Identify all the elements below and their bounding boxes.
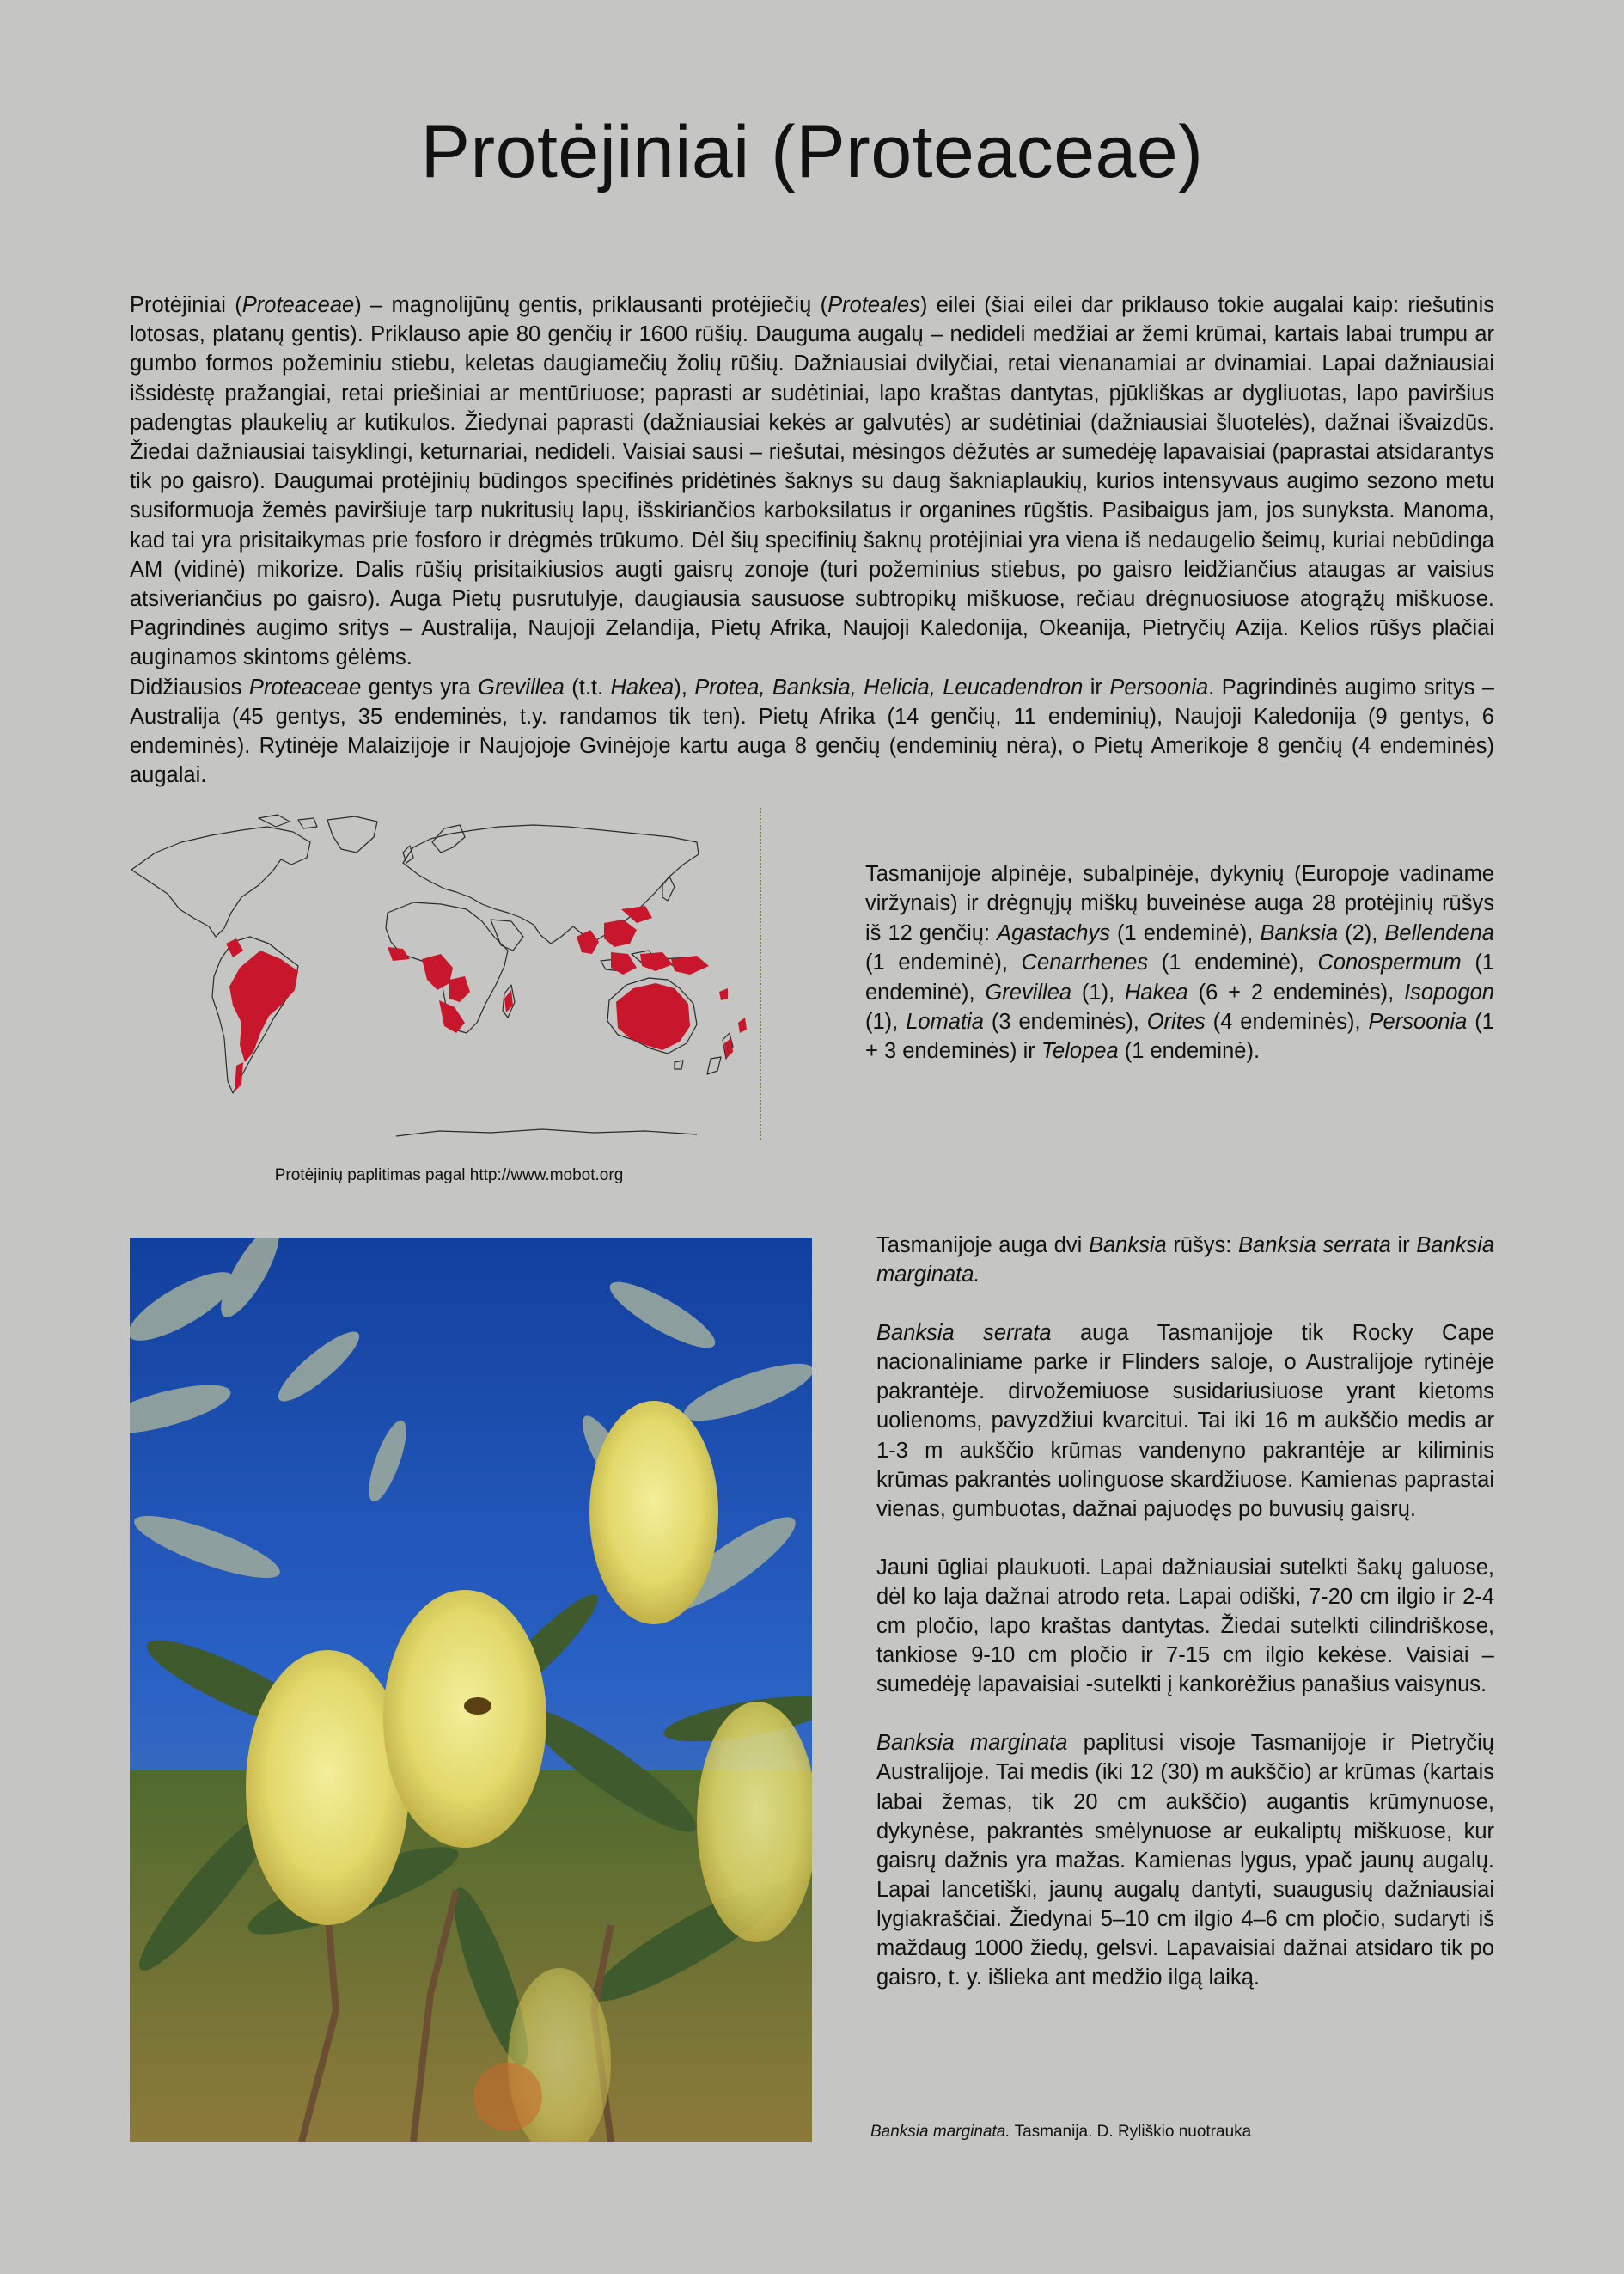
text-run: Tasmanijoje alpinėje, subalpinėje, dykynių (Europoje vadiname viržynais) ir drėgnųjų miškų buveinėse auga 28 protėjinių rūšys iš 12 genčių:	[865, 862, 1494, 945]
text-run: ir	[1083, 675, 1110, 700]
italic-term: Hakea	[1125, 980, 1188, 1005]
text-run: ) eilei (šiai eilei dar priklauso tokie augalai kaip: riešutinis lotosas, platanų gentis). Priklauso apie 80 genčių ir 1600 rūšių. Dauguma augalų – nedideli medžiai ar žemi krūmai, kartais labai trumpu ar gumbo formos požeminiu stiebu, keletas daugiamečių žolių rūšių. Dažniausiai dvilyčiai, retai vienanamiai ar dvinamiai. Lapai dažniausiai išsidėstę pražangiai, retai priešiniai ar mentūriuose; paprasti ar sudėtiniai, lapo kraštas dantytas, pjūkliškas ar dygliuotas, lapo paviršius padengtas plaukelių ar kutikulos. Žiedynai paprasti (dažniausiai kekės ar galvutės) ar sudėtiniai (dažniausiai šluotelės), dažnai išvaizdūs. Žiedai dažniausiai taisyklingi, keturnariai, nedideli. Vaisiai sausi – riešutai, mėsingos dėžutės ar sumedėję lapavaisiai (paprastai atsidarantys tik po gaisro). Daugumai protėjinių būdingos specifinės pridėtinės šaknys su daug šakniaplaukių, kurios intensyvaus augimo sezono metu susiformuoja žemės paviršiuje tarp nukritusių lapų, išskiriančios karboksilatus ir organines rūgštis. Pasibaigus jam, jos sunyksta. Manoma, kad tai yra prisitaikymas prie fosforo ir drėgmės trūkumo. Dėl šių specifinių šaknų protėjiniai yra viena iš nedaugelio šeimų, kuriai nebūdinga AM (vidinė) mikorize. Dalis rūšių prisitaikiusios augti gaisrų zonoje (turi požeminius stiebus, po gaisro leidžiančius ataugas ar vaisius atsiveriančius po gaisro). Auga Pietų pusrutulyje, daugiausia sausuose subtropikų miškuose, rečiau drėgnuosiuose atogrąžų miškuose. Pagrindinės augimo sritys – Australija, Naujoji Zelandija, Pietų Afrika, Naujoji Kaledonija, Okeanija, Pietryčių Azija. Kelios rūšys plačiai auginamos skintoms gėlėms.	[130, 293, 1495, 670]
text-run: (1),	[1071, 980, 1126, 1005]
banksia-paragraph-4	[876, 1728, 1494, 1992]
text-run: Tasmanijoje auga dvi	[876, 1233, 1089, 1257]
text-run: Jauni ūgliai plaukuoti. Lapai dažniausiai sutelkti šakų galuose, dėl ko laja dažnai atrodo reta. Lapai odiški, 7-20 cm ilgio ir 2-4 cm pločio, lapo kraštas dantytas. Žiedai sutelkti cilindriškose, tankiose 9-10 cm pločio ir 7-15 cm ilgio kekėse. Vaisiai – sumedėję lapavaisiai -sutelkti į kankorėžius panašius vaisynus.	[876, 1555, 1494, 1697]
italic-term: Bellendena	[1384, 920, 1494, 945]
text-run: ir	[1390, 1233, 1417, 1257]
text-run: (1 endeminė),	[1148, 951, 1318, 975]
page-title: Protėjiniai (Proteaceae)	[420, 111, 1204, 193]
intro-paragraph-2	[130, 673, 1494, 791]
banksia-paragraph-1	[876, 1231, 1494, 1289]
banksia-paragraph-2	[876, 1318, 1494, 1524]
text-run: paplitusi visoje Tasmanijoje ir Pietryčių Australijoje. Tai medis (iki 12 (30) m aukščio) ar krūmas (kartais labai žemas, tik 20 cm aukščio) augantis krūmynuose, dykynėse, pakrantės smėlynuose ar eukaliptų miškuose, kur gaisrų dažnis yra mažas. Kamienas lygus, ypač jaunų augalų. Lapai lancetiški, jaunų augalų dantyti, suaugusių dažniausiai lygiakraščiai. Žiedynai 5–10 cm ilgio 4–6 cm pločio, sudaryti iš maždaug 1000 žiedų, gelsvi. Lapavaisiai dažnai atsidaro tik po gaisro, t. y. išlieka ant medžio ilgą laiką.	[876, 1731, 1494, 1990]
text-run: (1 endeminė),	[865, 951, 1494, 1005]
distribution-map	[130, 808, 764, 1141]
text-run: (2),	[1338, 920, 1385, 945]
intro-text	[130, 290, 1494, 790]
map-caption: Protėjinių paplitimas pagal http://www.mobot.org	[274, 1166, 624, 1184]
text-run: (4 endeminės),	[1205, 1010, 1369, 1035]
text-run: (1 endeminė),	[865, 951, 1022, 975]
italic-term: Banksia serrata	[1238, 1233, 1391, 1257]
banksia-text	[876, 1231, 1494, 2021]
italic-term: Banksia marginata	[876, 1731, 1068, 1756]
italic-term: Lomatia	[906, 1010, 984, 1035]
text-run: rūšys:	[1166, 1233, 1239, 1257]
text-run: auga Tasmanijoje tik Rocky Cape nacionaliniame parke ir Flinders saloje, o Australijoje rytinėje pakrantėje. dirvožemiuose susidariusiuose yrant kietoms uolienoms, pavyzdžiui kvarcitui. Tai iki 16 m aukščio medis ar 1-3 m aukščio krūmas vandenyno pakrantėje ar kiliminis krūmas pakrantės uolinguose skardžiuose. Kamienas paprastai vienas, gumbuotas, dažnai pajuodęs po buvusių gaisrų.	[876, 1321, 1494, 1521]
italic-term: Agastachys	[997, 920, 1110, 945]
text-run: Didžiausios	[130, 675, 249, 700]
text-run: (1 endeminė),	[1109, 920, 1261, 945]
text-run: (3 endeminės),	[983, 1010, 1147, 1035]
italic-term: Banksia marginata.	[870, 2123, 1010, 2141]
italic-term: Grevillea	[478, 675, 565, 700]
photo-caption	[870, 2123, 1251, 2142]
text-run: gentys yra	[361, 675, 479, 700]
banksia-paragraph-3	[876, 1553, 1494, 1699]
italic-term: Banksia	[1088, 1233, 1167, 1257]
italic-term: Proteales	[827, 293, 920, 317]
italic-term: Hakea	[610, 675, 675, 700]
italic-term: Protea, Banksia, Helicia, Leucadendron	[694, 675, 1084, 700]
text-run: Protėjiniai (	[130, 293, 242, 317]
italic-term: Orites	[1146, 1010, 1206, 1035]
intro-paragraph-1	[130, 290, 1494, 673]
italic-term: Grevillea	[985, 980, 1072, 1005]
italic-term: Isopogon	[1404, 980, 1494, 1005]
text-run: (6 + 2 endeminės),	[1187, 980, 1405, 1005]
italic-term: Cenarrhenes	[1021, 951, 1149, 975]
italic-term: Persoonia	[1109, 675, 1209, 700]
italic-term: Banksia serrata	[876, 1321, 1052, 1346]
italic-term: Conospermum	[1317, 951, 1462, 975]
text-run: ),	[674, 675, 695, 700]
text-run: Tasmanija. D. Ryliškio nuotrauka	[1010, 2123, 1252, 2141]
italic-term: Banksia marginata.	[876, 1233, 1495, 1287]
text-run: (1),	[865, 1010, 907, 1035]
italic-term: Banksia	[1260, 920, 1339, 945]
text-run: . Pagrindinės augimo sritys – Australija (45 gentys, 35 endeminės, t.y. randamos tik ten). Pietų Afrika (14 genčių, 11 endeminių), Naujoji Kaledonija (9 gentys, 6 endeminės). Rytinėje Malaizijoje ir Naujojoje Gvinėjoje kartu auga 8 genčių (endeminių nėra), o Pietų Amerikoje 8 genčių (4 endeminės) augalai.	[130, 675, 1495, 788]
text-run: ) – magnolijūnų gentis, priklausanti protėjiečių (	[354, 293, 828, 317]
italic-term: Proteaceae	[248, 675, 362, 700]
text-run: (t.t.	[564, 675, 611, 700]
tasmania-genera-paragraph	[865, 859, 1494, 1067]
banksia-photo	[130, 1238, 812, 2142]
text-run: (1 + 3 endeminės) ir	[865, 1010, 1494, 1064]
italic-term: Persoonia	[1368, 1010, 1468, 1035]
italic-term: Proteaceae	[241, 293, 355, 317]
italic-term: Telopea	[1041, 1039, 1119, 1064]
text-run: (1 endeminė).	[1118, 1039, 1261, 1064]
